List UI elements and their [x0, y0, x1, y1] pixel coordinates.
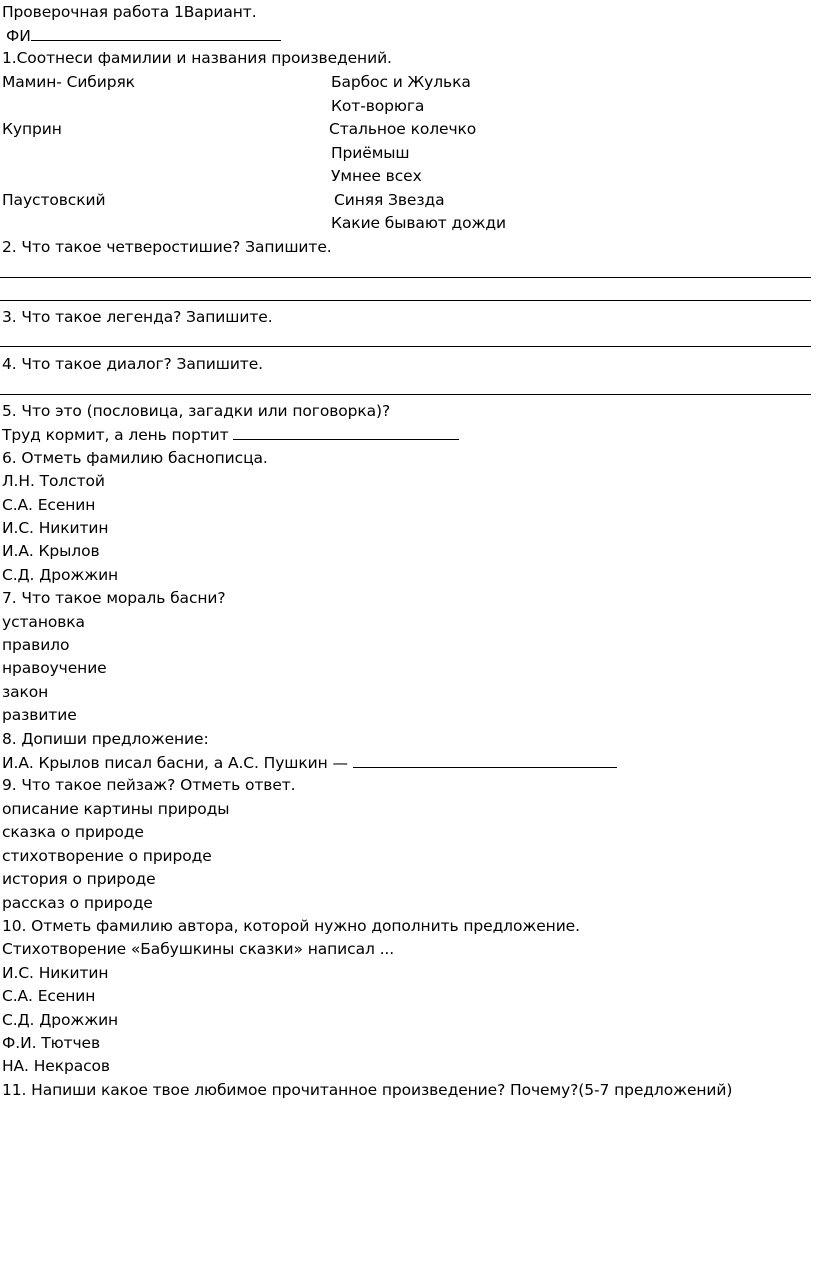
page-title: Проверочная работа 1Вариант. [2, 3, 257, 21]
q6-option[interactable]: И.А. Крылов [2, 542, 100, 560]
q10-option[interactable]: Ф.И. Тютчев [2, 1034, 100, 1052]
q5-heading: 5. Что это (пословица, загадки или поговорка)? [2, 402, 391, 420]
q4-heading: 4. Что такое диалог? Запишите. [2, 355, 263, 373]
q1-work[interactable]: Кот-ворюга [331, 97, 425, 115]
q10-option[interactable]: НА. Некрасов [2, 1057, 110, 1075]
q6-heading: 6. Отметь фамилию баснописца. [2, 449, 268, 467]
q10-option[interactable]: С.Д. Дрожжин [2, 1011, 119, 1029]
q10-option[interactable]: И.С. Никитин [2, 964, 109, 982]
q3-answer-line[interactable] [0, 346, 811, 347]
q9-option[interactable]: история о природе [2, 870, 156, 888]
q8-text: И.А. Крылов писал басни, а А.С. Пушкин — [2, 754, 348, 772]
q1-heading: 1.Соотнеси фамилии и названия произведений. [2, 49, 392, 67]
fi-blank[interactable] [31, 25, 281, 41]
q1-work[interactable]: Какие бывают дожди [331, 214, 506, 232]
q10-heading: 10. Отметь фамилию автора, которой нужно дополнить предложение. [2, 917, 580, 935]
q1-work[interactable]: Приёмыш [331, 144, 410, 162]
q9-option[interactable]: стихотворение о природе [2, 847, 212, 865]
q1-author[interactable]: Мамин- Сибиряк [2, 73, 135, 91]
fi-field[interactable] [6, 25, 281, 46]
q7-option[interactable]: развитие [2, 706, 77, 724]
q7-heading: 7. Что такое мораль басни? [2, 589, 226, 607]
q8-sentence [2, 752, 617, 773]
q1-author[interactable]: Паустовский [2, 191, 106, 209]
q2-answer-line[interactable] [0, 300, 811, 301]
q8-heading: 8. Допиши предложение: [2, 730, 209, 748]
q3-heading: 3. Что такое легенда? Запишите. [2, 308, 273, 326]
q11-heading: 11. Напиши какое твое любимое прочитанное произведение? Почему?(5-7 предложений) [2, 1081, 733, 1099]
q5-answer-blank[interactable] [233, 424, 459, 440]
q9-heading: 9. Что такое пейзаж? Отметь ответ. [2, 776, 296, 794]
q1-work[interactable]: Синяя Звезда [334, 191, 445, 209]
q4-answer-line[interactable] [0, 394, 811, 395]
q10-option[interactable]: С.А. Есенин [2, 987, 96, 1005]
q7-option[interactable]: правило [2, 636, 70, 654]
q6-option[interactable]: Л.Н. Толстой [2, 472, 105, 490]
q7-option[interactable]: установка [2, 613, 85, 631]
q7-option[interactable]: закон [2, 683, 49, 701]
q9-option[interactable]: описание картины природы [2, 800, 230, 818]
q1-work[interactable]: Стальное колечко [329, 120, 477, 138]
q9-option[interactable]: сказка о природе [2, 823, 144, 841]
q6-option[interactable]: С.Д. Дрожжин [2, 566, 119, 584]
q1-author[interactable]: Куприн [2, 120, 62, 138]
q5-text: Труд кормит, а лень портит [2, 426, 229, 444]
q1-work[interactable]: Барбос и Жулька [331, 73, 471, 91]
q10-text: Стихотворение «Бабушкины сказки» написал ... [2, 940, 395, 958]
q9-option[interactable]: рассказ о природе [2, 894, 153, 912]
q8-answer-blank[interactable] [353, 752, 617, 768]
q6-option[interactable]: С.А. Есенин [2, 496, 96, 514]
q5-proverb [2, 424, 459, 445]
q6-option[interactable]: И.С. Никитин [2, 519, 109, 537]
q2-answer-line[interactable] [0, 277, 811, 278]
q2-heading: 2. Что такое четверостишие? Запишите. [2, 238, 332, 256]
fi-label: ФИ [6, 27, 31, 45]
q7-option[interactable]: нравоучение [2, 659, 107, 677]
q1-work[interactable]: Умнее всех [331, 167, 422, 185]
